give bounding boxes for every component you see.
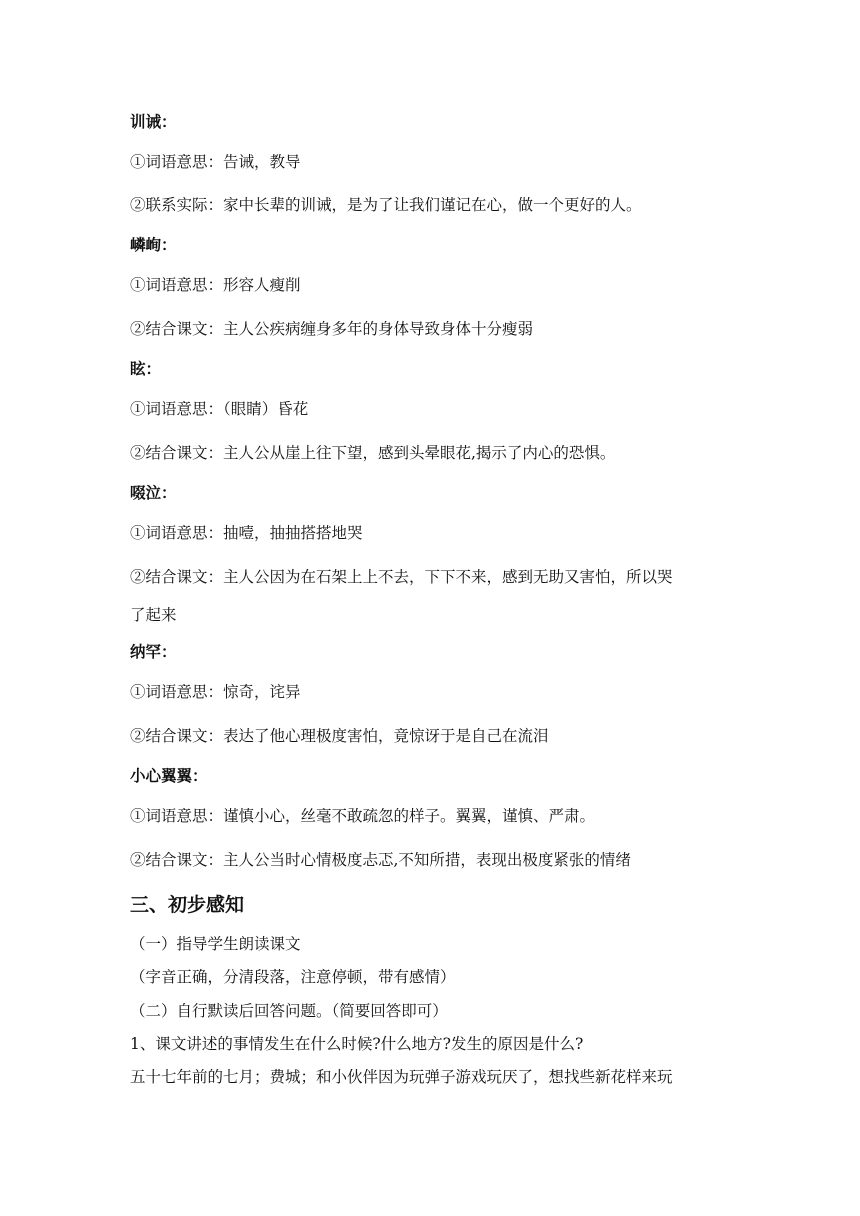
- paragraph-line: ①词语意思：形容人瘦削: [130, 276, 301, 294]
- paragraph-line: （二）自行默读后回答问题。（简要回答即可）: [130, 1002, 448, 1020]
- term-heading: 眩：: [130, 359, 162, 378]
- term-heading: 训诫：: [130, 112, 177, 131]
- paragraph-line: ①词语意思：（眼睛）昏花: [130, 400, 309, 418]
- paragraph-line: ①词语意思：惊奇，诧异: [130, 683, 301, 701]
- paragraph-line: 了起来: [130, 606, 177, 624]
- term-heading: 嶙峋：: [130, 235, 177, 254]
- term-heading: 纳罕：: [130, 642, 177, 661]
- paragraph-line: ②结合课文：主人公当时心情极度忐忑,不知所措，表现出极度紧张的情绪: [130, 851, 631, 869]
- paragraph-line: ②联系实际：家中长辈的训诫，是为了让我们谨记在心，做一个更好的人。: [130, 196, 642, 214]
- paragraph-line: ②结合课文：主人公因为在石架上上不去，下下不来，感到无助又害怕，所以哭: [130, 568, 673, 586]
- paragraph-line: ②结合课文：主人公疾病缠身多年的身体导致身体十分瘦弱: [130, 320, 534, 338]
- paragraph-line: ①词语意思：谨慎小心，丝毫不敢疏忽的样子。翼翼，谨慎、严肃。: [130, 807, 596, 825]
- term-heading: 啜泣：: [130, 483, 177, 502]
- paragraph-line: （一）指导学生朗读课文: [130, 935, 301, 953]
- paragraph-line: ①词语意思：告诫，教导: [130, 153, 301, 171]
- paragraph-line: ①词语意思：抽噎，抽抽搭搭地哭: [130, 524, 363, 542]
- paragraph-line: 1、课文讲述的事情发生在什么时候?什么地方?发生的原因是什么?: [130, 1035, 584, 1053]
- term-heading: 小心翼翼：: [130, 766, 208, 785]
- section-heading: 三、初步感知: [130, 894, 245, 916]
- paragraph-line: （字音正确，分清段落，注意停顿，带有感情）: [130, 968, 456, 986]
- paragraph-line: 五十七年前的七月；费城；和小伙伴因为玩弹子游戏玩厌了，想找些新花样来玩: [130, 1068, 673, 1086]
- paragraph-line: ②结合课文：表达了他心理极度害怕，竟惊讶于是自己在流泪: [130, 727, 549, 745]
- paragraph-line: ②结合课文：主人公从崖上往下望，感到头晕眼花,揭示了内心的恐惧。: [130, 444, 616, 462]
